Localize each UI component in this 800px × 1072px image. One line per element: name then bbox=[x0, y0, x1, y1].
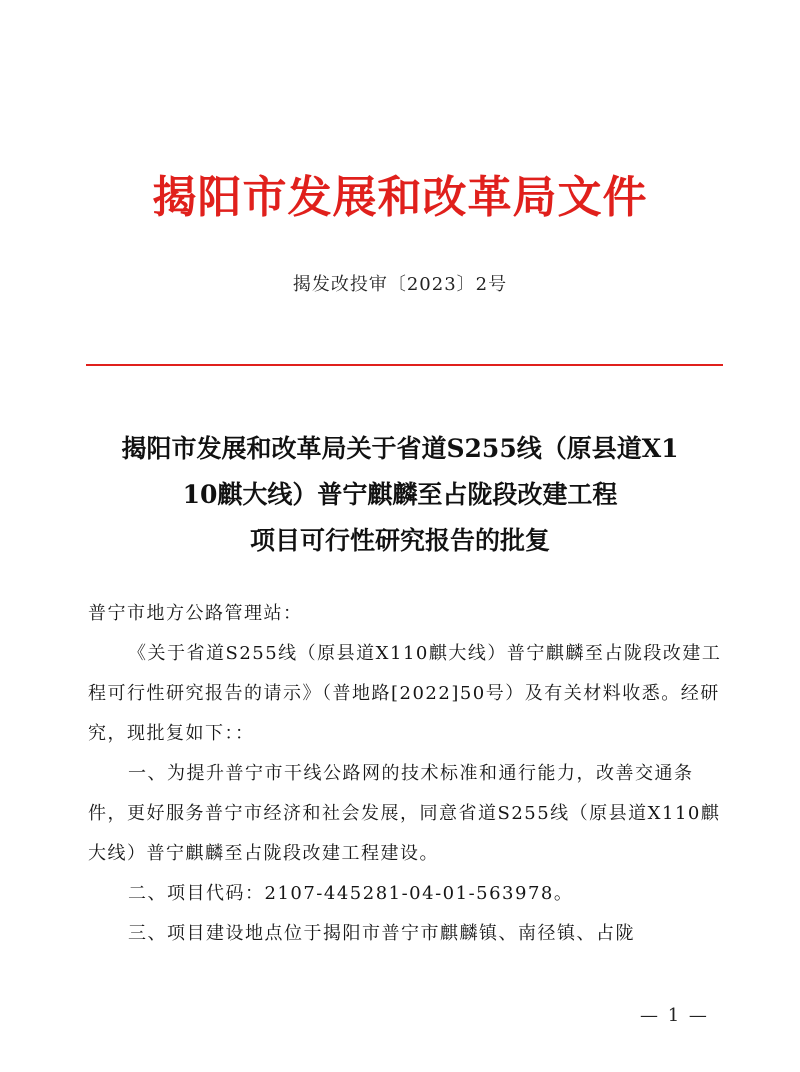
document-body bbox=[88, 594, 728, 954]
body-paragraph-1: 《关于省道S255线（原县道X110麒大线）普宁麒麟至占陇段改建工程可行性研究报告的请示》（普地路[2022]50号）及有关材料收悉。经研究，现批复如下：： bbox=[88, 643, 722, 744]
title-line-1: 揭阳市发展和改革局关于省道S255线（原县道X1 bbox=[121, 434, 679, 463]
body-paragraph-4: 三、项目建设地点位于揭阳市普宁市麒麟镇、南径镇、占陇 bbox=[128, 923, 635, 944]
body-paragraph-2: 一、为提升普宁市干线公路网的技术标准和通行能力，改善交通条件，更好服务普宁市经济和社会发展，同意省道S255线（原县道X110麒大线）普宁麒麟至占陇段改建工程建设。 bbox=[88, 763, 721, 864]
addressee: 普宁市地方公路管理站： bbox=[88, 603, 303, 624]
title-line-3: 项目可行性研究报告的批复 bbox=[249, 526, 550, 555]
red-separator-rule bbox=[86, 364, 723, 366]
issuer-header-title: 揭阳市发展和改革局文件 bbox=[152, 172, 648, 223]
document-number: 揭发改投审〔2023〕2号 bbox=[292, 274, 508, 295]
title-line-2: 10麒大线）普宁麒麟至占陇段改建工程 bbox=[182, 480, 618, 509]
body-paragraph-3: 二、项目代码：2107-445281-04-01-563978。 bbox=[128, 883, 574, 904]
page-number: — 1 — bbox=[640, 1005, 709, 1026]
document-title bbox=[60, 426, 740, 564]
